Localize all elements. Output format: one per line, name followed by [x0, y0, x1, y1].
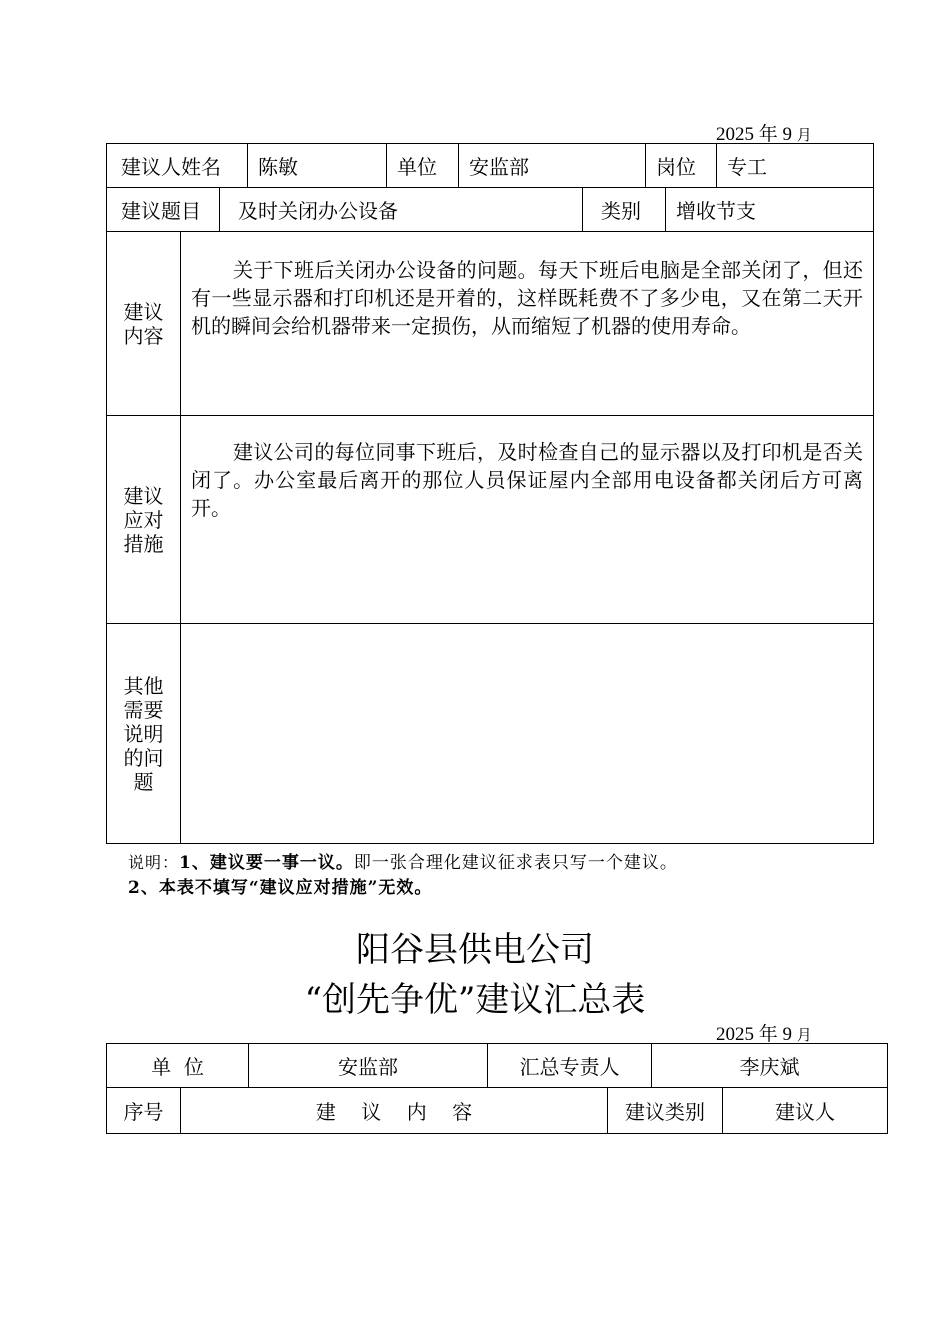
summary-columns-table [106, 1087, 888, 1134]
suggestion-body-table [106, 231, 874, 844]
content-cell [181, 232, 874, 416]
content-text: 关于下班后关闭办公设备的问题。每天下班后电脑是全部关闭了，但还有一些显示器和打印机还是开着的，这样既耗费不了多少电，又在第二天开机的瞬间会给机器带来一定损伤，从而缩短了机器的使用寿命。 [191, 258, 863, 338]
category-label: 类别 [583, 188, 666, 232]
measures-label-cell [107, 416, 181, 624]
category-value: 增收节支 [666, 188, 874, 232]
summary-unit-value: 安监部 [249, 1044, 488, 1088]
other-label: 其他需要说明的问题 [123, 673, 164, 794]
unit-label: 单位 [387, 144, 459, 188]
content-label: 建议内容 [123, 299, 164, 348]
other-label-cell [107, 624, 181, 844]
notes-prefix: 说明： [128, 853, 180, 872]
summary-owner-label: 汇总专责人 [488, 1044, 652, 1088]
notes-line1-bold: 1、建议要一事一议。 [179, 853, 354, 873]
suggestion-topic-table [106, 187, 874, 232]
content-label-cell [107, 232, 181, 416]
summary-title-form: “创先争优”建议汇总表 [304, 980, 646, 1020]
col-header-proposer: 建议人 [723, 1088, 888, 1134]
form-date-main: 2025 年 9 [716, 124, 793, 145]
form-notes-line1 [128, 848, 678, 873]
topic-label: 建议题目 [107, 188, 220, 232]
name-label: 建议人姓名 [107, 144, 248, 188]
other-cell [181, 624, 874, 844]
suggestion-form-table [106, 143, 874, 188]
name-value: 陈敏 [248, 144, 387, 188]
summary-date [716, 1019, 812, 1046]
summary-date-unit: 月 [796, 1028, 812, 1044]
summary-header-table [106, 1043, 888, 1088]
col-header-category: 建议类别 [608, 1088, 723, 1134]
col-header-no: 序号 [107, 1088, 181, 1134]
post-label: 岗位 [646, 144, 717, 188]
post-value: 专工 [717, 144, 874, 188]
notes-line1-rest: 即一张合理化建议征求表只写一个建议。 [353, 853, 678, 873]
measures-text: 建议公司的每位同事下班后，及时检查自己的显示器以及打印机是否关闭了。办公室最后离开的那位人员保证屋内全部用电设备都关闭后方可离开。 [191, 440, 863, 520]
summary-unit-label: 单 位 [107, 1044, 249, 1088]
summary-title-company: 阳谷县供电公司 [356, 930, 594, 970]
notes-line2: 2、本表不填写“建议应对措施”无效。 [128, 878, 433, 898]
summary-owner-value: 李庆斌 [652, 1044, 888, 1088]
form-date [716, 119, 812, 146]
measures-label: 建议应对措施 [123, 483, 164, 556]
col-header-content: 建 议 内 容 [181, 1088, 608, 1134]
measures-cell [181, 416, 874, 624]
topic-value: 及时关闭办公设备 [220, 188, 583, 232]
summary-date-main: 2025 年 9 [716, 1024, 793, 1045]
unit-value: 安监部 [459, 144, 646, 188]
form-date-unit: 月 [796, 128, 812, 144]
